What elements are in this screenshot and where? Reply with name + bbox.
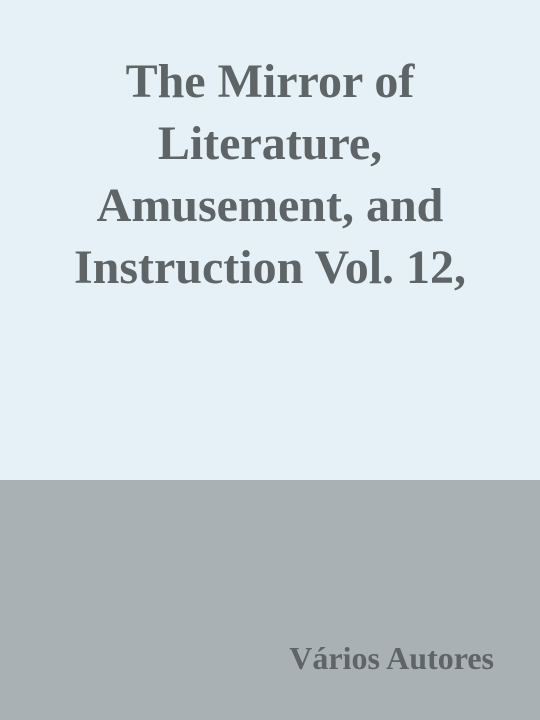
cover-bottom-panel bbox=[0, 480, 540, 720]
book-author: Vários Autores bbox=[289, 640, 494, 676]
book-title bbox=[20, 51, 520, 299]
book-title-line: Instruction Vol. 12, bbox=[73, 241, 467, 294]
book-title-line: Amusement, and bbox=[96, 179, 444, 232]
book-title-line: The Mirror of bbox=[125, 55, 415, 108]
book-title-line: Literature, bbox=[157, 117, 383, 170]
